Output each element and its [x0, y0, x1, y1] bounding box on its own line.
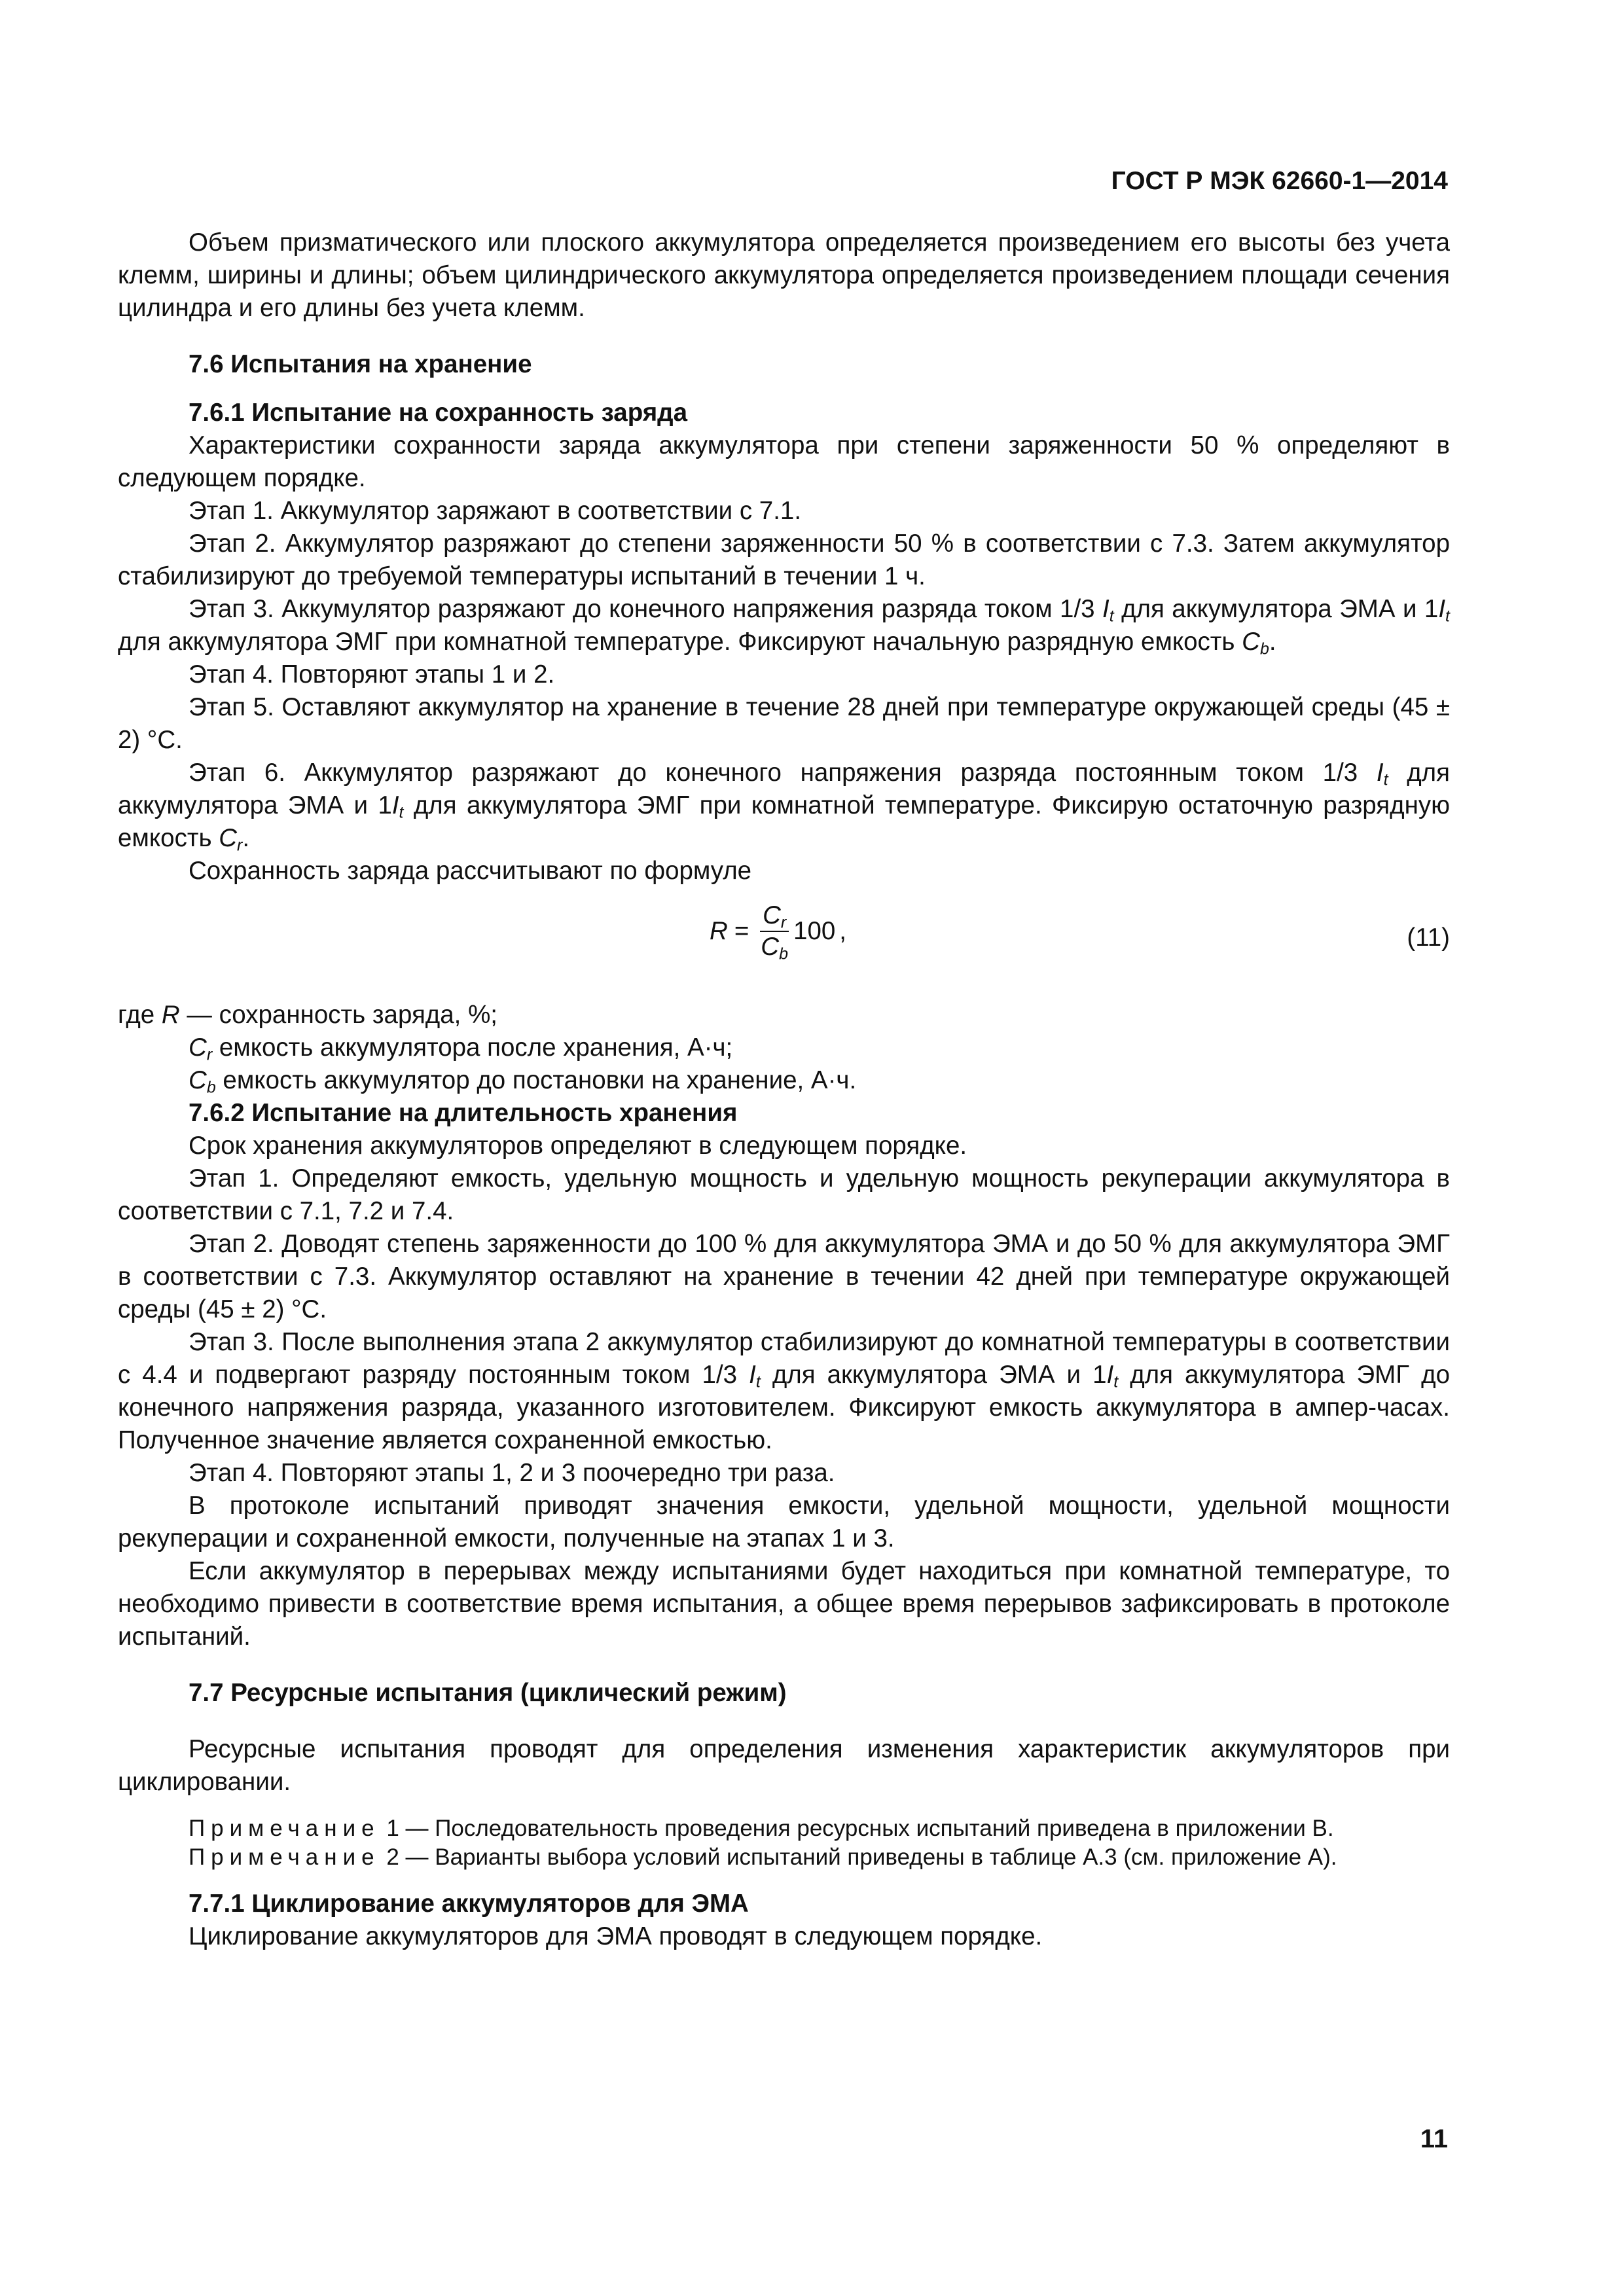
- section-7-6-2-title: 7.6.2 Испытание на длительность хранения: [189, 1099, 738, 1127]
- formula-intro: Сохранность заряда рассчитывают по формуле: [189, 857, 752, 885]
- formula-block: [118, 888, 1450, 999]
- step-2: Этап 2. Аккумулятор разряжают до степени заряженности 50 % в соответствии с 7.3. Затем аккумулятор стабилизируют до требуемой температуры испытаний в течении 1 ч.: [118, 529, 1450, 590]
- step-1: Этап 1. Аккумулятор заряжают в соответствии с 7.1.: [189, 497, 802, 525]
- where-r: где R — сохранность заряда, %;: [118, 1001, 497, 1029]
- paragraph: Ресурсные испытания проводят для определения изменения характеристик аккумуляторов при циклировании.: [118, 1735, 1450, 1796]
- stage-3: Этап 3. После выполнения этапа 2 аккумулятор стабилизируют до комнатной температуры в соответствии с 4.4 и подвергают разряду постоянным током 1/3 $I_t$ для аккумулятора ЭМА и $1I_t$ для аккумулятора ЭМГ до конечного напряжения разряда, указанного изготовителем. Фиксируют емкость аккумулятора в ампер-часах. Полученное значение является сохраненной емкостью.: [118, 1328, 1450, 1454]
- note-1: Примечание 1 — Последовательность проведения ресурсных испытаний приведена в приложении В.: [189, 1816, 1334, 1841]
- stage-2: Этап 2. Доводят степень заряженности до 100 % для аккумулятора ЭМА и до 50 % для аккумулятора ЭМГ в соответствии с 7.3. Аккумулятор оставляют на хранение в течении 42 дней при температуре окружающей среды (45 ± 2) °С.: [118, 1230, 1450, 1323]
- equation-number: (11): [1407, 924, 1450, 952]
- stage-1: Этап 1. Определяют емкость, удельную мощность и удельную мощность рекуперации аккумулятора в соответствии с 7.1, 7.2 и 7.4.: [118, 1164, 1450, 1225]
- paragraph: Циклирование аккумуляторов для ЭМА проводят в следующем порядке.: [189, 1922, 1043, 1950]
- standard-header: ГОСТ Р МЭК 62660-1—2014: [1111, 167, 1448, 195]
- step-6: Этап 6. Аккумулятор разряжают до конечного напряжения разряда постоянным током 1/3 $I_t$ для аккумулятора ЭМА и $1I_t$ для аккумулятора ЭМГ при комнатной температуре. Фиксирую остаточную разрядную емкость $C_r$.: [118, 759, 1450, 855]
- formula-11: R = $\frac{C_r}{C_b}$ 100 ,: [710, 901, 846, 963]
- step-5: Этап 5. Оставляют аккумулятор на хранение в течение 28 дней при температуре окружающей среды (45 ± 2) °С.: [118, 693, 1450, 754]
- page-number: 11: [1420, 2125, 1448, 2153]
- intro-paragraph: Объем призматического или плоского аккумулятора определяется произведением его высоты без учета клемм, ширины и длины; объем цилиндрического аккумулятора определяется произведением площади сечения цилиндра и его длины без учета клемм.: [118, 228, 1450, 322]
- step-4: Этап 4. Повторяют этапы 1 и 2.: [189, 660, 555, 689]
- stage-4: Этап 4. Повторяют этапы 1, 2 и 3 поочередно три раза.: [189, 1459, 835, 1487]
- note-2: Примечание 2 — Варианты выбора условий испытаний приведены в таблице А.3 (см. приложение А).: [189, 1844, 1337, 1870]
- section-7-6-title: 7.6 Испытания на хранение: [189, 350, 532, 378]
- paragraph: В протоколе испытаний приводят значения емкости, удельной мощности, удельной мощности рекуперации и сохраненной емкости, полученные на этапах 1 и 3.: [118, 1492, 1450, 1552]
- paragraph: Если аккумулятор в перерывах между испытаниями будет находиться при комнатной температуре, то необходимо привести в соответствие время испытания, а общее время перерывов зафиксировать в протоколе испытаний.: [118, 1557, 1450, 1651]
- where-cr: $C_r$ емкость аккумулятора после хранения, А·ч;: [189, 1033, 733, 1064]
- where-cb: $C_b$ емкость аккумулятор до постановки на хранение, А·ч.: [189, 1066, 857, 1097]
- section-7-7-1-title: 7.7.1 Циклирование аккумуляторов для ЭМА: [189, 1890, 749, 1918]
- page-body: [118, 226, 1450, 1953]
- step-3: Этап 3. Аккумулятор разряжают до конечного напряжения разряда током 1/3 $I_t$ для аккумулятора ЭМА и $1I_t$ для аккумулятора ЭМГ при комнатной температуре. Фиксируют начальную разрядную емкость $C_b$.: [118, 595, 1450, 658]
- section-7-6-1-title: 7.6.1 Испытание на сохранность заряда: [189, 399, 688, 427]
- paragraph: Срок хранения аккумуляторов определяют в следующем порядке.: [189, 1132, 967, 1160]
- section-7-7-title: 7.7 Ресурсные испытания (циклический режим): [189, 1679, 787, 1707]
- paragraph: Характеристики сохранности заряда аккумулятора при степени заряженности 50 % определяют в следующем порядке.: [118, 431, 1450, 492]
